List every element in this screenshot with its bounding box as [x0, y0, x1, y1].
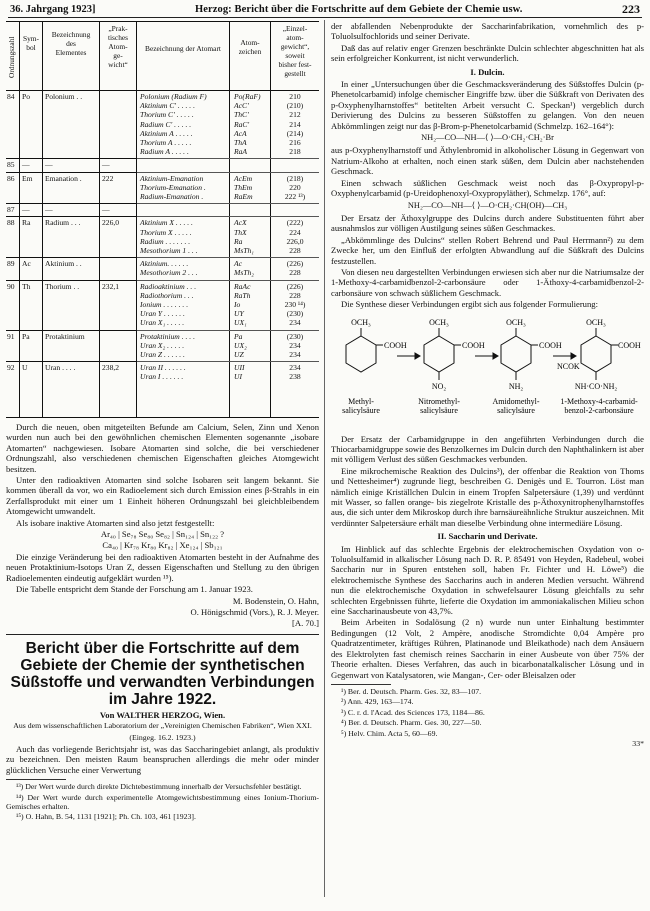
- label-cooh: COOH: [462, 340, 485, 350]
- label-och3: OCH₃: [351, 317, 371, 327]
- cell-symbol: Ac: [22, 259, 31, 269]
- footnote-rule: [331, 684, 391, 685]
- paragraph: Einen schwach süßlichen Geschmack weist noch das β-Oxypropyl-p-Oxyphenylcarbamid (p-Ureidophenoxyl-Oxypropyläther), Schmelzp. 176°, auf:: [331, 177, 644, 199]
- cell-atomic-weight: 226,0: [102, 218, 120, 228]
- running-header: [10, 2, 640, 16]
- cell-atomart: Uran II . . . . . .: [140, 363, 186, 373]
- group-divider: [137, 203, 319, 204]
- th-ordnungszahl: Ordnungszahl: [7, 36, 16, 78]
- cell-single-weight: 228: [289, 290, 301, 300]
- isobar-line-2: Ca₄₀ | Kr₇₈ Kr₈₀ Kr₈₂ | Xe₁₂₄ | Sb₁₂₁: [102, 540, 223, 551]
- group-divider: [6, 172, 136, 173]
- cell-ordnungszahl: 89: [7, 259, 15, 269]
- article-code: [A. 70.]: [292, 618, 319, 629]
- cell-single-weight: (226): [286, 259, 304, 269]
- page-number: 223: [621, 1, 640, 16]
- cell-atomic-weight: 238,2: [102, 363, 120, 373]
- cell-atom-symbol: RaTh: [234, 290, 251, 300]
- paragraph: In einer „Untersuchungen über die Geschmacksveränderung des Süßstoffes Dulcin (p-Phenetolcarbamid) infolge chemischer Eingriffe bzw. über die Süßkraft von Derivaten des p-Oxyphenylharnstoffes“ betitelten Arbeit versucht C. Speckan¹) vergeblich durch Derivierung des Dulcins zu besseren Süßstoffen zu gelangen. Von den neuen Abkömmlingen zeigt nur das β-Brom-p-Phenetolcarbamid (Schmelzp. 162–164°):: [331, 79, 644, 131]
- cell-element: Uran . . . .: [45, 363, 76, 373]
- cell-single-weight: 220: [289, 182, 301, 192]
- cell-atomart: Aktinium. . . . . .: [140, 259, 189, 269]
- caption-4: 1-Methoxy-4-carbamid-benzol-2-carbonsäure: [560, 396, 638, 415]
- cell-atomart: Polonium (Radium F): [140, 92, 207, 101]
- paragraph: der abfallenden Nebenprodukte der Saccharinfabrikation, vornehmlich des p-Toluolsulfochlorids und seiner Derivate.: [331, 21, 644, 42]
- cell-element: Protaktinium: [45, 331, 85, 341]
- group-divider: [137, 216, 319, 217]
- cell-atomart: Aktinium-Emanation: [140, 173, 204, 183]
- cell-single-weight: (230): [286, 309, 304, 319]
- benzene-ring-3: [501, 336, 531, 372]
- cell-atom-symbol: MsTh₁: [234, 246, 254, 255]
- paragraph: Eine mikrochemische Reaktion des Dulcins³), der offenbar die Reaktion von Thoms und Nettesheimer⁴) zugrunde liegt, beschreiben G. Denigès und E. Tourron. Löst man nämlich einige Kriställchen Dulcin in einem Tropfen Salpetersäure (1,39) und verdünnt mit Wasser, so fallen orange- bis ziegelrote Kristalle des p-Äthoxynitrophenylharnstoffes aus, die sich unter dem Mikroskop durch ihre barnsäureähnliche Struktur auszeichnen. Mit verdünnter Salpetersäure erhält man dieselbe Verbindung ohne intermediäre Lösung.: [331, 465, 644, 528]
- paragraph: Unter den radioaktiven Atomarten sind solche Isobaren seit langem bekannt. Sie kommen überall da vor, wo ein Radioelement sich durch Emission eines β-Strahls in ein Zerfallsprodukt mit einer um 1 Einheit höheren Ordnungszahl bei gleichbleibendem Atomgewicht umwandelt.: [6, 475, 319, 517]
- cell-symbol: U: [22, 363, 28, 373]
- cell-symbol: Pa: [22, 331, 30, 341]
- footnote-rule: [6, 779, 66, 780]
- cell-element: Polonium . .: [45, 92, 83, 101]
- cell-atomart: Thorium C' . . . . .: [140, 110, 194, 120]
- formula: NH₂—CO—NH—⟨ ⟩—O·CH₂·CH₂·Br: [421, 133, 554, 143]
- cell-atom-symbol: UY: [234, 309, 244, 319]
- cell-atomart: Uran I . . . . . .: [140, 372, 184, 382]
- benzene-ring-2: [424, 336, 454, 372]
- cell-single-weight: 218: [289, 147, 301, 157]
- footnote: ⁴) Ber. d. Deutsch. Pharm. Ges. 30, 227—50.: [341, 718, 482, 728]
- cell-atomart: Thorium A . . . . .: [140, 138, 192, 147]
- paragraph: Der Ersatz der Carbamidgruppe in den angeführten Verbindungen durch die Thiocarbamidgruppe sowie des Benzolkernes im Dulcin durch den Naphthalinkern ist aber mit völligem Verlust des süßen Geschmackes verbunden.: [331, 433, 644, 465]
- cell-single-weight: 234: [289, 318, 301, 328]
- cell-single-weight: 226,0: [286, 236, 304, 246]
- paragraph: Auch das vorliegende Berichtsjahr ist, was das Saccharingebiet anlangt, als produktiv zu bezeichnen. Den meisten Raum beanspruchen allerdings die mehr oder minder glücklichen Versuche einer Verwertung: [6, 743, 319, 775]
- group-divider: [137, 172, 319, 173]
- paragraph: Durch die neuen, oben mitgeteilten Befunde am Calcium, Selen, Zinn und Xenon wurden nun auch bei den gewöhnlichen chemischen Elementen sogenannte „isobare Atomarten“ nachgewiesen. Isobare Atomarten sind solche, die bei verschiedener Ordnungszahl, also verschiedenen chemischen Eigenschaften gleiches Atomgewicht besitzen.: [6, 422, 319, 474]
- cell-element: —: [45, 205, 53, 215]
- footnote: ¹) Ber. d. Deutsch. Pharm. Ges. 32, 83—107.: [341, 686, 482, 696]
- cell-atom-symbol: AcA: [234, 128, 247, 138]
- label-no2: NO₂: [431, 381, 447, 391]
- cell-atomart: Aktinium A . . . . .: [140, 128, 193, 138]
- received-date: (Eingeg. 16.2. 1923.): [129, 732, 196, 742]
- cell-ordnungszahl: 88: [7, 218, 15, 228]
- group-divider: [6, 280, 136, 281]
- cell-ordnungszahl: 86: [7, 173, 15, 183]
- cell-atom-symbol: RaAc: [234, 281, 251, 291]
- signature: M. Bodenstein, O. Hahn,: [232, 595, 319, 606]
- label-cooh: COOH: [384, 340, 407, 350]
- cell-atom-symbol: UI: [234, 372, 243, 382]
- author: Von WALTHER HERZOG, Wien.: [99, 709, 226, 720]
- left-text: [6, 422, 319, 822]
- column-separator: [324, 20, 325, 897]
- article-title: Bericht über die Fortschritte auf dem Gebiete der Chemie der synthetischen Süßstoffe und verwandten Verbindungen im Jahre 1922.: [10, 639, 315, 708]
- paragraph: Die Tabelle entspricht dem Stande der Forschung am 1. Januar 1923.: [16, 584, 253, 595]
- cell-symbol: Th: [22, 281, 31, 291]
- cell-atom-symbol: Ac: [234, 259, 243, 269]
- cell-single-weight: (230): [286, 331, 304, 341]
- cell-atomart: Uran X₂ . . . . .: [140, 340, 185, 350]
- section-rule: [6, 634, 319, 635]
- cell-atomart: Radium A . . . . .: [140, 147, 189, 157]
- cell-atom-symbol: ThC': [234, 110, 249, 120]
- cell-single-weight: (226): [286, 281, 304, 291]
- group-divider: [6, 158, 136, 159]
- paragraph: Im Hinblick auf das schlechte Ergebnis der elektrochemischen Oxydation von o-Toluolsulfamid in alkalischer Lösung nach D. R. P. 85491 von Heyden, Radebeul, wobei Saccharin nur in Spuren entstehen soll, haben Fr. Fichter und H. Löwe⁵) die elektrochemische Synthese des Saccharins auch in anderen Medien versucht. Während nun die elektrochemische Oxydation in schwefelsaurer Lösung gleichfalls zu sehr schlechten Ergebnissen führte, lieferte die Oxydation im ammoniakalischen Milieu schon eine Saccharinausbeute von 43,7%.: [331, 543, 644, 617]
- cell-ordnungszahl: 91: [7, 331, 15, 341]
- cell-single-weight: 238: [289, 372, 301, 382]
- group-divider: [137, 280, 319, 281]
- cell-atomart: Mesothorium 2 . . .: [140, 268, 198, 278]
- isotope-table: [6, 21, 319, 418]
- cell-single-weight: 210: [289, 92, 301, 101]
- cell-single-weight: 234: [289, 350, 301, 359]
- caption-2: Nitromethyl-salicylsäure: [418, 396, 460, 415]
- running-title: Herzog: Bericht über die Fortschritte auf dem Gebiete der Chemie usw.: [194, 3, 523, 15]
- cell-ordnungszahl: 85: [7, 160, 15, 170]
- paragraph: Daß das auf relativ enger Grenzen beschränkte Dulcin schlechter abgeschnitten hat als sein erfolgreicher Konkurrent, ist nicht verwunderlich.: [331, 42, 644, 64]
- cell-single-weight: 228: [289, 268, 301, 278]
- cell-atom-symbol: RaA: [234, 147, 248, 157]
- th-symbol: Sym- bol: [22, 34, 39, 52]
- th-symbol-atom: Atom- zeichen: [238, 38, 262, 56]
- signature-mark: 33*: [632, 738, 644, 748]
- cell-atomic-weight: —: [102, 160, 110, 170]
- cell-atomart: Aktinium C' . . . . .: [140, 101, 195, 111]
- label-cooh: COOH: [618, 340, 641, 350]
- isobar-line-1: Ar₄₀ | Se₇₈ Se₈₀ Se₈₂ | Sn₁₂₄ | Sn₁₂₂ ?: [100, 529, 225, 540]
- cell-single-weight: 214: [289, 119, 301, 129]
- benzene-ring-4: [581, 336, 611, 372]
- affiliation: Aus dem wissenschaftlichen Laboratorium der „Vereinigten Chemischen Fabriken“, Wien XXI.: [13, 721, 312, 731]
- cell-atom-symbol: Pa: [234, 331, 243, 341]
- cell-atomic-weight: —: [102, 205, 110, 215]
- cell-element: Aktinium . .: [45, 259, 82, 269]
- cell-single-weight: 228: [289, 246, 301, 255]
- cell-atomart: Mesothorium 1 . . .: [140, 246, 198, 255]
- section-heading: II. Saccharin und Derivate.: [437, 531, 538, 542]
- cell-element: Emanation .: [45, 173, 82, 183]
- label-nh-co-nh2: NH·CO·NH₂: [574, 381, 618, 391]
- journal-volume: 36. Jahrgang 1923]: [10, 3, 96, 15]
- cell-symbol: Ra: [22, 218, 31, 228]
- group-divider: [137, 257, 319, 258]
- group-divider: [6, 216, 136, 217]
- cell-atomart: Thorium X . . . . .: [140, 227, 192, 237]
- group-divider: [6, 330, 136, 331]
- cell-atomart: Protaktinium . . . .: [140, 331, 195, 341]
- cell-atomic-weight: 222: [102, 173, 114, 183]
- paragraph: aus p-Oxyphenylharnstoff und Äthylenbromid in alkoholischer Lösung in Gegenwart von Natrium-Alkoho at erhalten, noch einen stark süßen, dem Dulcin aber nachstehenden Geschmack.: [331, 145, 644, 177]
- cell-ordnungszahl: 84: [7, 92, 15, 101]
- cell-atom-symbol: AcX: [234, 218, 247, 228]
- bonds: [361, 328, 618, 380]
- paragraph: Die Synthese dieser Verbindungen ergibt sich aus folgender Formulierung:: [341, 299, 598, 310]
- cell-atomart: Radium-Emanation .: [140, 192, 204, 201]
- cell-single-weight: 212: [289, 110, 301, 120]
- label-nh2: NH₂: [508, 381, 524, 391]
- cell-single-weight: 222 ¹³): [284, 192, 306, 201]
- cell-atomart: Aktinium X . . . . .: [140, 218, 193, 228]
- cell-atomart: Uran Y . . . . . .: [140, 309, 185, 319]
- cell-single-weight: 234: [289, 340, 301, 350]
- footnote: ⁵) Helv. Chim. Acta 5, 60—69.: [341, 728, 438, 738]
- cell-symbol: Em: [22, 173, 33, 183]
- caption-1: Methyl-salicylsäure: [342, 396, 380, 415]
- cell-atomic-weight: 232,1: [102, 281, 120, 291]
- cell-single-weight: (210): [286, 101, 304, 111]
- section-heading: I. Dulcin.: [470, 66, 505, 77]
- th-atomic-weight: „Prak- tisches Atom- ge- wicht“: [107, 24, 129, 69]
- cell-atomart: Radioaktinium . . .: [140, 281, 197, 291]
- cell-atom-symbol: RaEm: [234, 192, 253, 201]
- paragraph: Als isobare inaktive Atomarten sind also jetzt festgestellt:: [16, 517, 215, 528]
- footnote: ¹⁴) Der Wert wurde durch experimentelle Atomgewichtsbestimmung eines Ionium-Thorium-Gemisches erhalten.: [6, 792, 319, 811]
- cell-atom-symbol: Po(RaF): [234, 92, 261, 101]
- header-rule: [8, 17, 642, 18]
- cell-atom-symbol: Io: [234, 300, 241, 309]
- footnote: ²) Ann. 429, 163—174.: [341, 697, 414, 707]
- cell-atomart: Radiothorium . . .: [140, 290, 194, 300]
- cell-single-weight: (214): [286, 128, 304, 138]
- cell-single-weight: 216: [289, 138, 301, 147]
- cell-symbol: Po: [22, 92, 31, 101]
- paragraph: „Abkömmlinge des Dulcins“ stellen Robert Behrend und Paul Herrmann²) zu dem Zwecke her, um den Einfluß der erfolgten Abwandlung auf die Süßkraft des Dulcins festzustellen.: [331, 234, 644, 266]
- cell-atomart: Uran Z . . . . . .: [140, 350, 185, 359]
- group-divider: [137, 330, 319, 331]
- cell-single-weight: 234: [289, 363, 301, 373]
- cell-atom-symbol: Ra: [234, 236, 243, 246]
- cell-ordnungszahl: 92: [7, 363, 15, 373]
- th-element: Bezeichnung des Elementes: [51, 30, 91, 57]
- cell-element: Radium . . .: [45, 218, 81, 228]
- cell-atomart: Radium C' . . . . .: [140, 119, 192, 129]
- th-single-weight: „Einzel- atom- gewicht“, soweit bisher fest- gestellt: [278, 24, 312, 78]
- group-divider: [6, 203, 136, 204]
- group-divider: [6, 361, 136, 362]
- cell-single-weight: 230 ¹⁴): [284, 300, 306, 309]
- cell-atom-symbol: UII: [234, 363, 245, 373]
- footnote: ¹⁵) O. Hahn, B. 54, 1131 [1921]; Ph. Ch. 103, 461 [1923].: [16, 812, 196, 822]
- cell-atom-symbol: UZ: [234, 350, 244, 359]
- cell-atom-symbol: ThEm: [234, 182, 253, 192]
- cell-atomart: Ionium . . . . . . .: [140, 300, 189, 309]
- cell-atom-symbol: AcC': [234, 101, 249, 111]
- th-atomart: Bezeichnung der Atomart: [145, 44, 221, 53]
- cell-ordnungszahl: 90: [7, 281, 15, 291]
- cell-symbol: —: [22, 160, 30, 170]
- caption-3: Amidomethyl-salicylsäure: [492, 396, 540, 415]
- paragraph: Beim Arbeiten in Sodalösung (2 n) wurde nun unter Einhaltung bestimmter Bedingungen (12 Volt, 2 Ampère, anodische Stromdichte 0,04 Ampère pro Quadratzentimeter, kräftiges Rühren, Platinanode und Bleikathode) nach dem Ansäuern des Elektrolyten fast chemisch reines Saccharin in einer Ausbeute von über 75% der Theorie erhalten. Dieses Verfahren, das auch in bicarbonatalkalischer Lösung und in Gegenwart von Katalysatoren, wie Mangan-, Cer- oder Bleisalzen oder: [331, 617, 644, 680]
- cell-element: Thorium . .: [45, 281, 80, 291]
- formula: NH₂—CO—NH—⟨ ⟩—O·CH₂·CH(OH)—CH₃: [407, 200, 568, 210]
- group-divider: [137, 158, 319, 159]
- group-divider: [6, 257, 136, 258]
- cell-ordnungszahl: 87: [7, 205, 15, 215]
- cell-atom-symbol: ThX: [234, 227, 247, 237]
- cell-atomart: Thorium-Emanation .: [140, 182, 206, 192]
- label-och3: OCH₃: [429, 317, 449, 327]
- cell-single-weight: (218): [286, 173, 304, 183]
- benzene-ring-1: [346, 336, 376, 372]
- right-column: [331, 21, 644, 749]
- footnote: ³) C. r. d. l'Acad. des Sciences 173, 1184—86.: [341, 707, 485, 717]
- footnote: ¹³) Der Wert wurde durch direkte Dichtebestimmung innerhalb der Versuchsfehler bestätigt.: [16, 782, 302, 792]
- cell-atom-symbol: RaC': [234, 119, 250, 129]
- cell-single-weight: 224: [289, 227, 301, 237]
- paragraph: Der Ersatz der Äthoxylgruppe des Dulcins durch andere Substituenten führt aber ausnahmslos zur völligen Austilgung seines süßen Geschmackes.: [331, 212, 644, 234]
- cell-atom-symbol: MsTh₂: [234, 268, 254, 278]
- cell-single-weight: (222): [286, 218, 304, 228]
- label-ncok: NCOK: [557, 361, 580, 371]
- signature: O. Hönigschmid (Vors.), R. J. Meyer.: [190, 606, 319, 617]
- paragraph: Von diesen neu dargestellten Verbindungen erwiesen sich aber nur die Natriumsalze der 1-Methoxy-4-carbamidbenzol-2-carbonsäure oder 1-Äthoxy-4-carbamidbenzol-2-carbonsäure von schwach süßlichem Geschmack.: [331, 266, 644, 298]
- cell-atom-symbol: ThA: [234, 138, 247, 147]
- reaction-scheme: [331, 312, 644, 432]
- cell-atom-symbol: UX₂: [234, 340, 247, 350]
- cell-atom-symbol: AcEm: [234, 173, 253, 183]
- cell-atomart: Radium . . . . . . .: [140, 236, 191, 246]
- cell-atomart: Uran X₁ . . . . .: [140, 318, 185, 328]
- label-cooh: COOH: [539, 340, 562, 350]
- group-divider: [137, 361, 319, 362]
- label-och3: OCH₃: [586, 317, 606, 327]
- paragraph: Die einzige Veränderung bei den radioaktiven Atomarten besteht in der Aufnahme des neuen Protaktinium-Isotops Uran Z, dessen Eigenschaften und Stellung zu den übrigen Radioelementen eindeutig aufgeklärt wurden ¹⁵).: [6, 551, 319, 583]
- cell-element: —: [45, 160, 53, 170]
- cell-atom-symbol: UX₁: [234, 318, 247, 328]
- cell-symbol: —: [22, 205, 30, 215]
- left-column: [6, 21, 319, 823]
- label-och3: OCH₃: [506, 317, 526, 327]
